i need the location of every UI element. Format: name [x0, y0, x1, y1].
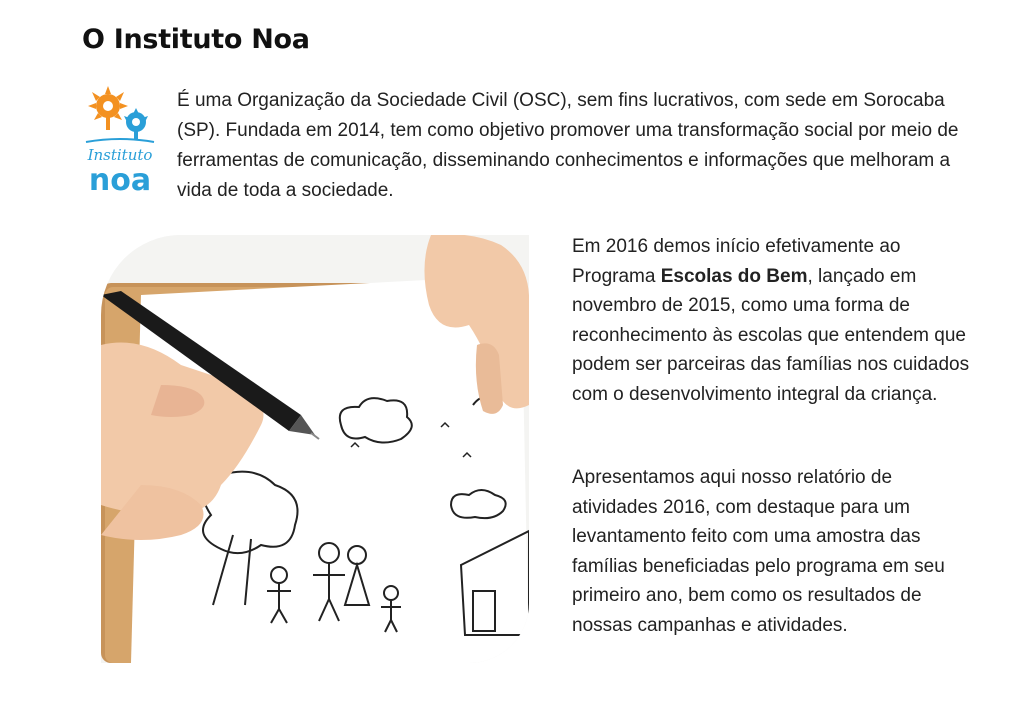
logo-text-bottom: noa — [88, 163, 152, 198]
intro-paragraph: É uma Organização da Sociedade Civil (OSC), sem fins lucrativos, com sede em Sorocaba (SP). Fundada em 2014, tem como objetivo promover uma transformação social por meio de ferramentas de comunicação, disseminando conhecimentos e informações que melhoram a vida de toda a sociedade. — [177, 90, 959, 201]
program-name: Escolas do Bem — [660, 265, 808, 287]
report-paragraph: Apresentamos aqui nosso relatório de atividades 2016, com destaque para um levantamento feito com uma amostra das famílias beneficiadas pelo programa em seu primeiro ano, bem como os resultados de nossas campanhas e atividades. — [572, 467, 945, 636]
program-paragraph — [572, 232, 972, 409]
program-text-before: Em 2016 demos início efetivamente ao Programa — [572, 236, 901, 287]
instituto-noa-logo-icon — [80, 84, 160, 200]
program-text-after: , lançado em novembro de 2015, como uma forma de reconhecimento às escolas que entendem que podem ser parceiras das famílias nos cuidados com o desenvolvimento integral da criança. — [572, 265, 970, 405]
child-drawing-photo-icon — [101, 235, 529, 663]
logo-text-top: Instituto — [87, 146, 153, 164]
page-title: O Instituto Noa — [82, 24, 310, 55]
